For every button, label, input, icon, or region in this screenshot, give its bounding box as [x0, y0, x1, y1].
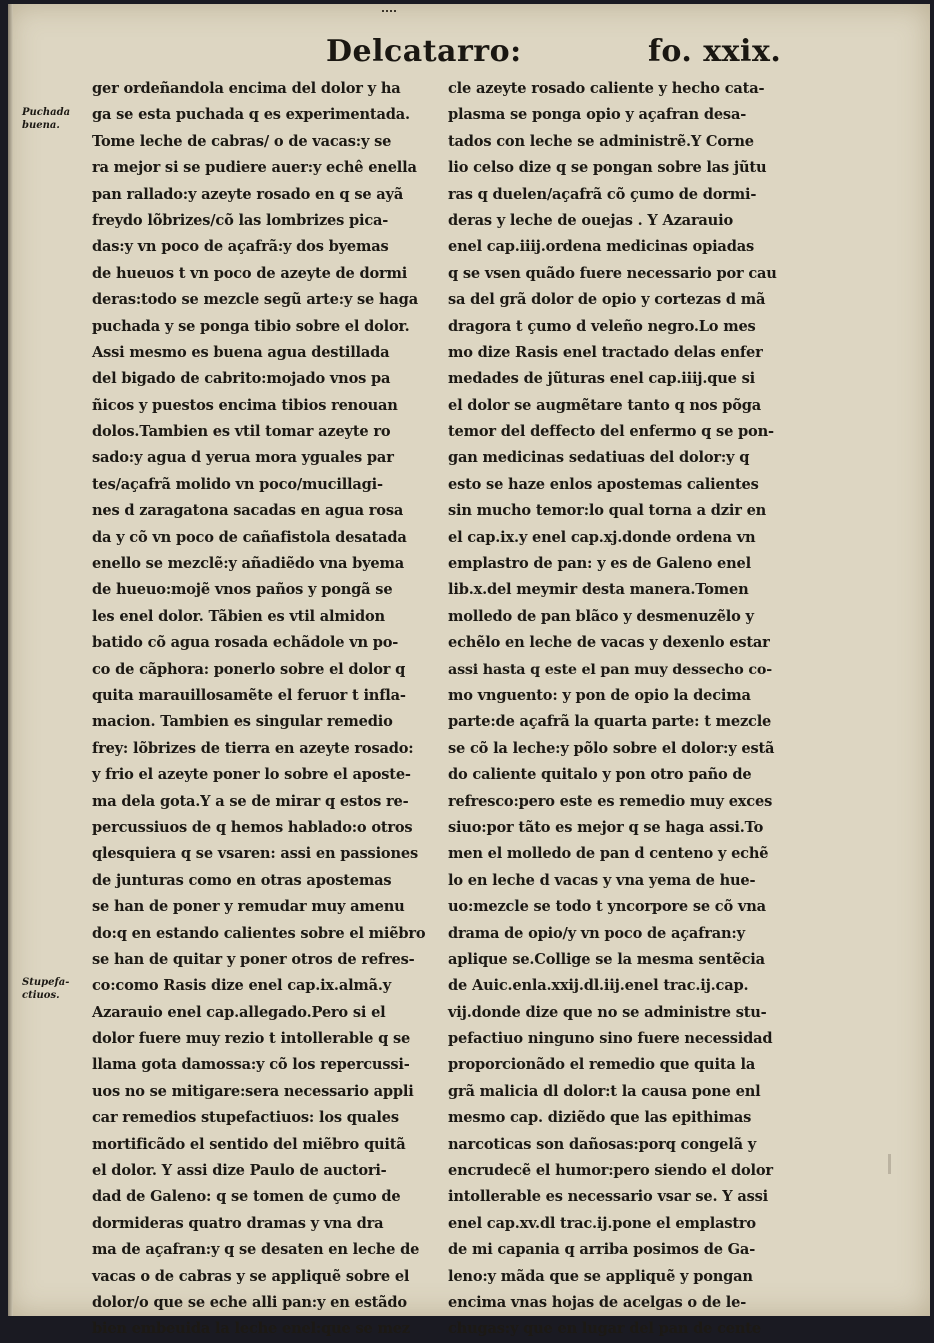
page-smudge-mark — [382, 10, 396, 15]
text-line: pan rallado:y azeyte rosado en q se ayã — [92, 185, 404, 203]
text-line: esto se haze enlos apostemas calientes — [448, 475, 759, 493]
text-line: de Auic.enla.xxij.dl.iij.enel trac.ij.cap. — [448, 977, 749, 995]
text-line: de hueuos t vn poco de azeyte de dormi — [92, 264, 408, 282]
text-line: qlesquiera q se vsaren: assi en passiones — [92, 845, 418, 863]
text-line: proporcionãdo el remedio que quita la — [448, 1056, 756, 1074]
text-line: encrudecẽ el humor:pero siendo el dolor — [448, 1162, 773, 1180]
text-line: leno:y mãda que se appliquẽ y pongan — [448, 1267, 753, 1285]
text-line: ger ordeñandola encima del dolor y ha — [92, 80, 401, 97]
text-line: echẽlo en leche de vacas y dexenlo estar — [448, 634, 770, 652]
text-line: deras:todo se mezcle segũ arte:y se haga — [92, 291, 418, 309]
text-line: y frio el azeyte poner lo sobre el aposte- — [92, 766, 411, 784]
text-line: lib.x.del meymir desta manera.Tomen — [448, 581, 749, 599]
text-line: ñicos y puestos encima tibios renouan — [92, 396, 398, 414]
text-line: ras q duelen/açafrã cõ çumo de dormi- — [448, 185, 757, 203]
text-line: sa del grã dolor de opio y cortezas d mã — [448, 291, 766, 309]
folio-number: fo. xxix. — [648, 34, 782, 69]
text-line: dragora t çumo d veleño negro.Lo mes — [448, 317, 756, 335]
text-line: percussiuos de q hemos hablado:o otros — [92, 818, 413, 836]
text-line: das:y vn poco de açafrã:y dos byemas — [92, 238, 389, 256]
text-line: drama de opio/y vn poco de açafran:y — [448, 924, 745, 942]
text-line: vij.donde dize que no se administre stu- — [448, 1003, 767, 1021]
text-line: de junturas como en otras apostemas — [92, 871, 392, 889]
text-line: mortificãdo el sentido del miẽbro quitã — [92, 1135, 406, 1153]
marginal-note-line: ctiuos. — [22, 990, 60, 1001]
text-line: pefactiuo ninguno sino fuere necessidad — [448, 1030, 773, 1048]
text-line: plasma se ponga opio y açafran desa- — [448, 106, 747, 124]
running-title: Delcatarro: — [326, 34, 522, 69]
text-line: temor del deffecto del enfermo q se pon- — [448, 423, 774, 441]
page-stain — [888, 1154, 891, 1174]
marginal-note-line: buena. — [22, 120, 60, 131]
text-line: men el molledo de pan d centeno y echẽ — [448, 845, 769, 863]
page-gutter-edge — [8, 4, 13, 1316]
text-line: mo vnguento: y pon de opio la decima — [448, 686, 751, 704]
text-line: molledo de pan blãco y desmenuzẽlo y — [448, 607, 754, 625]
text-line: se cõ la leche:y põlo sobre el dolor:y estã — [448, 739, 775, 757]
text-line: refresco:pero este es remedio muy exces — [448, 792, 773, 810]
text-line: se han de quitar y poner otros de refres- — [92, 950, 415, 968]
text-line: dormideras quatro dramas y vna dra — [92, 1214, 384, 1232]
text-line: puchada y se ponga tibio sobre el dolor. — [92, 317, 410, 335]
marginal-note-line: Puchada — [22, 107, 71, 118]
text-line: intollerable es necessario vsar se. Y assi — [448, 1188, 768, 1206]
text-line: deras y leche de ouejas . Y Azarauio — [448, 211, 733, 229]
marginal-note-line: Stupefa- — [22, 977, 70, 988]
text-line: q se vsen quãdo fuere necessario por cau — [448, 264, 777, 282]
text-line: Tome leche de cabras/ o de vacas:y se — [92, 132, 392, 150]
text-line: tados con leche se administrẽ.Y Corne — [448, 132, 754, 150]
marginal-note-stupefactiuos — [22, 976, 88, 1002]
text-line: quita marauillosamẽte el feruor t infla- — [92, 686, 406, 704]
text-line: dolor fuere muy rezio t intollerable q se — [92, 1030, 411, 1048]
text-line: frey: lõbrizes de tierra en azeyte rosado: — [92, 739, 414, 757]
text-line: tes/açafrã molido vn poco/mucillagi- — [92, 475, 383, 493]
text-line: medades de jũturas enel cap.iiij.que si — [448, 370, 755, 388]
text-line: nes d zaragatona sacadas en agua rosa — [92, 502, 404, 520]
text-line: macion. Tambien es singular remedio — [92, 713, 393, 731]
text-line: uo:mezcle se todo t yncorpore se cõ vna — [448, 898, 766, 916]
text-line: encima vnas hojas de acelgas o de le- — [448, 1293, 747, 1311]
text-line: el dolor. Y assi dize Paulo de auctori- — [92, 1162, 387, 1180]
text-line: emplastro de pan: y es de Galeno enel — [448, 555, 751, 573]
text-line: narcoticas son dañosas:porq congelã y — [448, 1135, 757, 1153]
text-line: mo dize Rasis enel tractado delas enfer — [448, 343, 763, 361]
text-line: do:q en estando calientes sobre el miẽbro — [92, 924, 426, 942]
text-line: dolos.Tambien es vtil tomar azeyte ro — [92, 423, 391, 441]
text-line: el cap.ix.y enel cap.xj.donde ordena vn — [448, 528, 756, 546]
text-line: batido cõ agua rosada echãdole vn po- — [92, 634, 399, 652]
text-line: sado:y agua d yerua mora yguales par — [92, 449, 394, 467]
text-line: de hueuo:mojẽ vnos paños y pongã se — [92, 581, 393, 599]
text-line: ma de açafran:y q se desaten en leche de — [92, 1241, 420, 1259]
text-line: enel cap.iiij.ordena medicinas opiadas — [448, 238, 754, 256]
text-line: llama gota damossa:y cõ los repercussi- — [92, 1056, 410, 1074]
text-line: cle azeyte rosado caliente y hecho cata- — [448, 80, 765, 97]
text-line: sin mucho temor:lo qual torna a dzir en — [448, 502, 767, 520]
text-line: da y cõ vn poco de cañafistola desatada — [92, 528, 407, 546]
text-line: Azarauio enel cap.allegado.Pero si el — [92, 1003, 386, 1021]
text-line: dad de Galeno: q se tomen de çumo de — [92, 1188, 401, 1206]
text-line: chugas:y que en lugar del pan de cente — [448, 1320, 761, 1338]
text-line: uos no se mitigare:sera necessario appli — [92, 1082, 414, 1100]
text-line: el dolor se augmẽtare tanto q nos põga — [448, 396, 762, 414]
text-line: grã malicia dl dolor:t la causa pone enl — [448, 1082, 761, 1100]
text-line: co:como Rasis dize enel cap.ix.almã.y — [92, 977, 392, 995]
text-line: siuo:por tãto es mejor q se haga assi.To — [448, 818, 764, 836]
text-line: co de cãphora: ponerlo sobre el dolor q — [92, 660, 406, 678]
text-line: les enel dolor. Tãbien es vtil almidon — [92, 607, 385, 625]
text-line: Assi mesmo es buena agua destillada — [92, 343, 390, 361]
text-line: ma dela gota.Y a se de mirar q estos re- — [92, 792, 409, 810]
marginal-note-puchada — [22, 106, 88, 132]
text-line: parte:de açafrã la quarta parte: t mezcle — [448, 713, 772, 731]
text-line: gan medicinas sedatiuas del dolor:y q — [448, 449, 750, 467]
text-line: de mi capania q arriba posimos de Ga- — [448, 1241, 756, 1259]
text-line: bien embeuida la leche enel:que se mez — [92, 1320, 410, 1338]
text-line: ga se esta puchada q es experimentada. — [92, 106, 410, 124]
text-line: vacas o de cabras y se appliquẽ sobre el — [92, 1267, 410, 1285]
text-line: assi hasta q este el pan muy dessecho co- — [448, 661, 772, 678]
text-line: ra mejor si se pudiere auer:y echê enella — [92, 159, 417, 177]
text-line: enel cap.xv.dl trac.ij.pone el emplastro — [448, 1214, 756, 1232]
text-line: mesmo cap. diziẽdo que las epithimas — [448, 1109, 752, 1127]
text-line: lo en leche d vacas y vna yema de hue- — [448, 871, 756, 889]
text-line: dolor/o que se eche alli pan:y en estãdo — [92, 1293, 407, 1311]
text-line: car remedios stupefactiuos: los quales — [92, 1109, 399, 1127]
book-page — [8, 4, 930, 1338]
text-line: freydo lõbrizes/cõ las lombrizes pica- — [92, 211, 389, 229]
text-line: enello se mezclẽ:y añadiẽdo vna byema — [92, 555, 405, 573]
right-text-column — [448, 76, 778, 1343]
text-line: aplique se.Collige se la mesma sentẽcia — [448, 950, 765, 968]
text-line: lio celso dize q se pongan sobre las jũtu — [448, 159, 767, 177]
text-line: del bigado de cabrito:mojado vnos pa — [92, 370, 391, 388]
text-line: do caliente quitalo y pon otro paño de — [448, 766, 752, 784]
left-text-column — [92, 76, 432, 1343]
text-line: se han de poner y remudar muy amenu — [92, 898, 405, 916]
